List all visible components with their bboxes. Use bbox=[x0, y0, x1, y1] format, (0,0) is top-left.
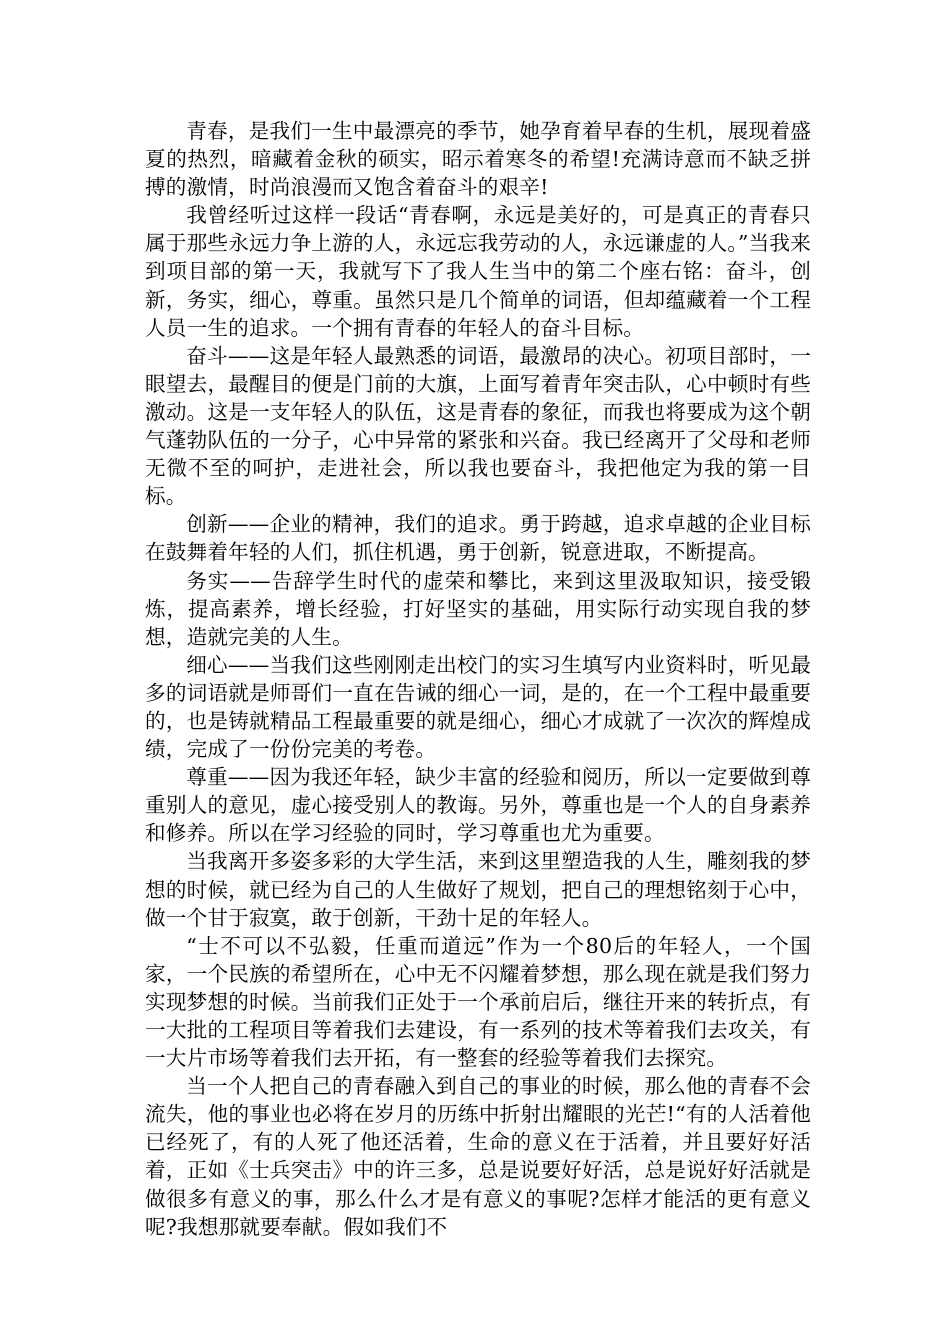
paragraph-2: 我曾经听过这样一段话“青春啊，永远是美好的，可是真正的青春只属于那些永远力争上游的人，永远忘我劳动的人，永远谦虚的人。”当我来到项目部的第一天，我就写下了我人生当中的第二个座右铭：奋斗，创新，务实，细心，尊重。虽然只是几个简单的词语，但却蕴藏着一个工程人员一生的追求。一个拥有青春的年轻人的奋斗目标。 bbox=[145, 203, 811, 340]
paragraph-9: “士不可以不弘毅，任重而道远”作为一个80后的年轻人，一个国家，一个民族的希望所在，心中无不闪耀着梦想，那么现在就是我们努力实现梦想的时候。当前我们正处于一个承前启后，继往开来的转折点，有一大批的工程项目等着我们去建设，有一系列的技术等着我们去攻关，有一大片市场等着我们去开拓，有一整套的经验等着我们去探究。 bbox=[145, 933, 811, 1071]
paragraph-6: 细心——当我们这些刚刚走出校门的实习生填写内业资料时，听见最多的词语就是师哥们一直在告诫的细心一词，是的，在一个工程中最重要的，也是铸就精品工程最重要的就是细心，细心才成就了一次次的辉煌成绩，完成了一份份完美的考卷。 bbox=[145, 652, 811, 762]
paragraph-10: 当一个人把自己的青春融入到自己的事业的时候，那么他的青春不会流失，他的事业也必将在岁月的历练中折射出耀眼的光芒!“有的人活着他已经死了，有的人死了他还活着，生命的意义在于活着，并且要好好活着，正如《士兵突击》中的许三多，总是说要好好活，总是说好好活就是做很多有意义的事，那么什么才是有意义的事呢?怎样才能活的更有意义呢?我想那就要奉献。假如我们不 bbox=[145, 1074, 811, 1239]
paragraph-8: 当我离开多姿多彩的大学生活，来到这里塑造我的人生，雕刻我的梦想的时候，就已经为自己的人生做好了规划，把自己的理想铭刻于心中，做一个甘于寂寞，敢于创新，干劲十足的年轻人。 bbox=[145, 849, 811, 930]
paragraph-3: 奋斗——这是年轻人最熟悉的词语，最激昂的决心。初项目部时，一眼望去，最醒目的便是门前的大旗，上面写着青年突击队，心中顿时有些激动。这是一支年轻人的队伍，这是青春的象征，而我也将要成为这个朝气蓬勃队伍的一分子，心中异常的紧张和兴奋。我已经离开了父母和老师无微不至的呵护，走进社会，所以我也要奋斗，我把他定为我的第一目标。 bbox=[145, 343, 811, 509]
paragraph-5: 务实——告辞学生时代的虚荣和攀比，来到这里汲取知识，接受锻炼，提高素养，增长经验，打好坚实的基础，用实际行动实现自我的梦想，造就完美的人生。 bbox=[145, 568, 811, 649]
paragraph-4: 创新——企业的精神，我们的追求。勇于跨越，追求卓越的企业目标在鼓舞着年轻的人们，抓住机遇，勇于创新，锐意进取，不断提高。 bbox=[145, 512, 811, 565]
document-body bbox=[145, 117, 811, 1241]
paragraph-7: 尊重——因为我还年轻，缺少丰富的经验和阅历，所以一定要做到尊重别人的意见，虚心接受别人的教诲。另外，尊重也是一个人的自身素养和修养。所以在学习经验的同时，学习尊重也尤为重要。 bbox=[145, 765, 811, 846]
paragraph-1: 青春，是我们一生中最漂亮的季节，她孕育着早春的生机，展现着盛夏的热烈，暗藏着金秋的硕实，昭示着寒冬的希望!充满诗意而不缺乏拼搏的激情，时尚浪漫而又饱含着奋斗的艰辛! bbox=[145, 119, 811, 200]
